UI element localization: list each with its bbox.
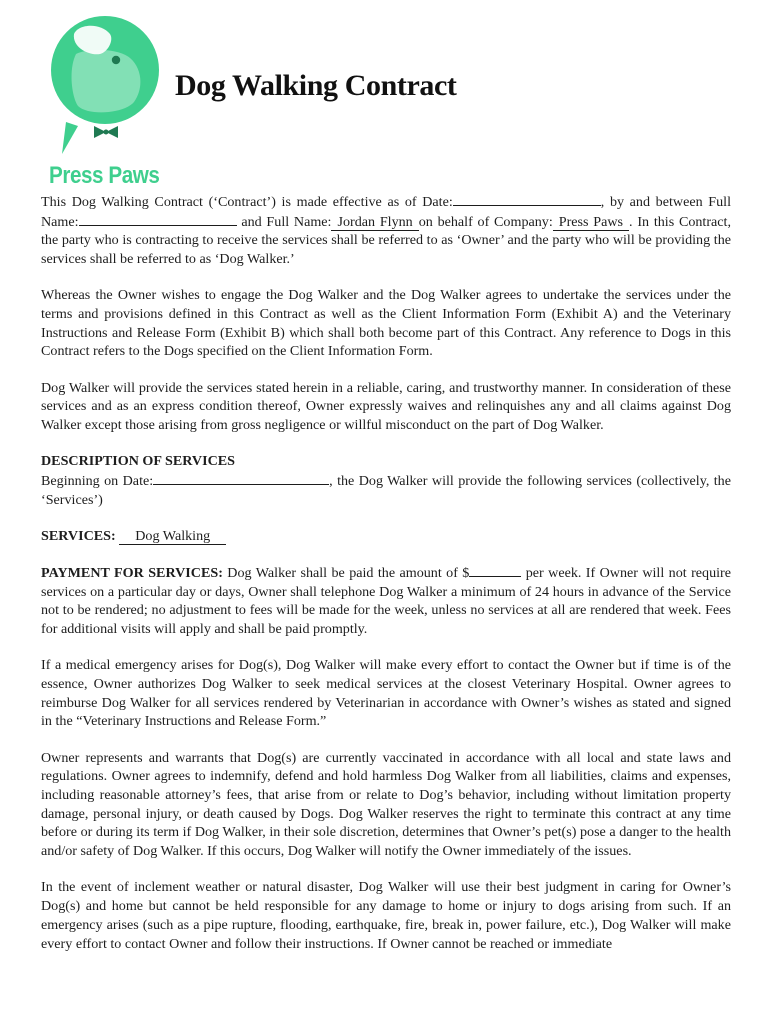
beginning-date-field[interactable] bbox=[153, 471, 329, 485]
contract-body bbox=[41, 192, 731, 971]
payment-paragraph: PAYMENT FOR SERVICES: Dog Walker shall be paid the amount of $ per week. If Owner will not require services on a particular day or days, Owner shall telephone Dog Walker a minimum of 24 hours in advance of the Service not to be rendered; no adjustment to fees will be made for the week, unless no services at all are rendered that week. Fees for additional visits will apply and shall be paid promptly. bbox=[41, 565, 731, 638]
full-name-2-field[interactable]: Jordan Flynn bbox=[331, 214, 418, 231]
services-waiver-paragraph: Dog Walker will provide the services stated herein in a reliable, caring, and trustworthy manner. In consideration of these services and as an express condition thereof, Owner expressly waives and relinquishes any and all claims against Dog Walker except those arising from gross negligence or willful misconduct on the part of Dog Walker. bbox=[41, 379, 731, 434]
dog-face-icon bbox=[48, 14, 160, 154]
description-section: DESCRIPTION OF SERVICES Beginning on Date: , the Dog Walker will provide the following services (collectively, the ‘Services’) bbox=[41, 453, 731, 508]
medical-paragraph: If a medical emergency arises for Dog(s), Dog Walker will make every effort to contact the Owner but if time is of the essence, Owner authorizes Dog Walker to seek medical services at the closest Veterinary Hospital. Owner agrees to reimburse Dog Walker for all services rendered by Veterinarian in accordance with Owner’s wishes as stated and signed in the “Veterinary Instructions and Release Form.” bbox=[41, 657, 731, 730]
description-heading: DESCRIPTION OF SERVICES bbox=[41, 453, 235, 470]
document-title: Dog Walking Contract bbox=[175, 69, 457, 102]
weekly-amount-field[interactable] bbox=[469, 563, 521, 577]
brand-name: Press Paws bbox=[49, 162, 160, 189]
company-field[interactable]: Press Paws bbox=[553, 214, 629, 231]
services-line bbox=[41, 527, 731, 546]
intro-paragraph: This Dog Walking Contract (‘Contract’) is made effective as of Date: , by and between Full Name: and Full Name: Jordan Flynn on behalf of Company: Press Paws . In this Contract, the party who is contracting to receive the services shall be referred to as ‘Owner’ and the party who will be providing the services shall be referred to as ‘Dog Walker.’ bbox=[41, 194, 732, 268]
services-field[interactable]: Dog Walking bbox=[119, 528, 226, 545]
effective-date-field[interactable] bbox=[453, 192, 601, 206]
full-name-field[interactable] bbox=[79, 212, 237, 226]
whereas-paragraph: Whereas the Owner wishes to engage the Dog Walker and the Dog Walker agrees to undertake the services under the terms and provisions defined in this Contract as well as the Client Information Form (Exhibit A) and the Veterinary Instructions and Release Form (Exhibit B) which shall both become part of this Contract. Any reference to Dogs in this Contract refers to the Dogs specified on the Client Information Form. bbox=[41, 287, 731, 360]
warranty-paragraph: Owner represents and warrants that Dog(s) are currently vaccinated in accordance with all local and state laws and regulations. Owner agrees to indemnify, defend and hold harmless Dog Walker from all liabilities, claims and expenses, including reasonable attorney’s fees, that arise from or relate to Dog’s behavior, including without limitation property damage, personal injury, or death caused by Dogs. Dog Walker reserves the right to terminate this contract at any time before or during its term if Dog Walker, in their sole discretion, determines that Owner’s pet(s) pose a danger to the health and/or safety of Dog Walker. If this occurs, Dog Walker will notify the Owner immediately of the issues. bbox=[41, 749, 731, 860]
payment-label: PAYMENT FOR SERVICES: bbox=[41, 565, 223, 582]
press-paws-logo bbox=[40, 14, 180, 189]
weather-paragraph: In the event of inclement weather or natural disaster, Dog Walker will use their best judgment in caring for Owner’s Dog(s) and home but cannot be held responsible for any damage to home or injury to dogs arising from such. If an emergency arises (such as a pipe rupture, flooding, earthquake, fire, break in, power failure, etc.), Dog Walker will make every effort to contact Owner and follow their instructions. If Owner cannot be reached or immediate bbox=[41, 879, 731, 952]
services-label: SERVICES: bbox=[41, 527, 116, 544]
